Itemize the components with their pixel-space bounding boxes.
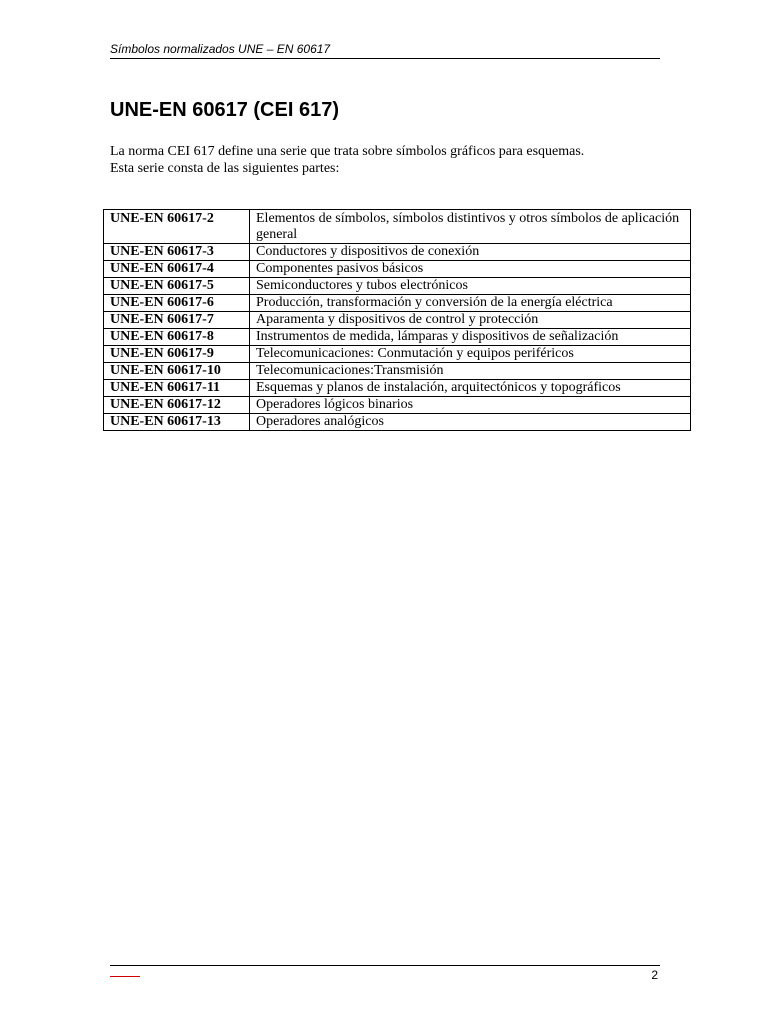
page-number: 2 xyxy=(651,968,658,982)
parts-table xyxy=(103,209,691,431)
table-row xyxy=(104,329,691,346)
part-code-cell: UNE-EN 60617-9 xyxy=(104,346,250,363)
page-title: UNE-EN 60617 (CEI 617) xyxy=(110,99,339,121)
parts-table-body xyxy=(104,210,691,431)
running-header: Símbolos normalizados UNE – EN 60617 xyxy=(110,40,660,59)
table-row xyxy=(104,346,691,363)
part-code-cell: UNE-EN 60617-13 xyxy=(104,414,250,431)
table-row xyxy=(104,312,691,329)
table-row xyxy=(104,380,691,397)
part-code-cell: UNE-EN 60617-4 xyxy=(104,261,250,278)
part-code-cell: UNE-EN 60617-12 xyxy=(104,397,250,414)
part-description-cell: Instrumentos de medida, lámparas y dispositivos de señalización xyxy=(250,329,691,346)
part-code-cell: UNE-EN 60617-6 xyxy=(104,295,250,312)
table-row xyxy=(104,210,691,244)
intro-line-1: La norma CEI 617 define una serie que trata sobre símbolos gráficos para esquemas. xyxy=(110,144,585,159)
part-description-cell: Elementos de símbolos, símbolos distintivos y otros símbolos de aplicación general xyxy=(250,210,691,244)
part-description-cell: Aparamenta y dispositivos de control y protección xyxy=(250,312,691,329)
table-row xyxy=(104,244,691,261)
part-code-cell: UNE-EN 60617-5 xyxy=(104,278,250,295)
part-code-cell: UNE-EN 60617-8 xyxy=(104,329,250,346)
part-description-cell: Producción, transformación y conversión de la energía eléctrica xyxy=(250,295,691,312)
part-description-cell: Conductores y dispositivos de conexión xyxy=(250,244,691,261)
part-description-cell: Telecomunicaciones: Conmutación y equipos periféricos xyxy=(250,346,691,363)
footer-accent-line xyxy=(110,976,140,977)
table-row xyxy=(104,261,691,278)
part-code-cell: UNE-EN 60617-3 xyxy=(104,244,250,261)
table-row xyxy=(104,397,691,414)
intro-paragraph xyxy=(110,143,670,177)
table-row xyxy=(104,295,691,312)
part-description-cell: Operadores lógicos binarios xyxy=(250,397,691,414)
part-description-cell: Esquemas y planos de instalación, arquitectónicos y topográficos xyxy=(250,380,691,397)
part-code-cell: UNE-EN 60617-11 xyxy=(104,380,250,397)
part-description-cell: Semiconductores y tubos electrónicos xyxy=(250,278,691,295)
part-code-cell: UNE-EN 60617-10 xyxy=(104,363,250,380)
table-row xyxy=(104,414,691,431)
part-description-cell: Operadores analógicos xyxy=(250,414,691,431)
part-description-cell: Componentes pasivos básicos xyxy=(250,261,691,278)
part-code-cell: UNE-EN 60617-2 xyxy=(104,210,250,244)
footer-rule xyxy=(110,965,660,966)
part-description-cell: Telecomunicaciones:Transmisión xyxy=(250,363,691,380)
table-row xyxy=(104,278,691,295)
intro-line-2: Esta serie consta de las siguientes partes: xyxy=(110,161,340,176)
part-code-cell: UNE-EN 60617-7 xyxy=(104,312,250,329)
table-row xyxy=(104,363,691,380)
